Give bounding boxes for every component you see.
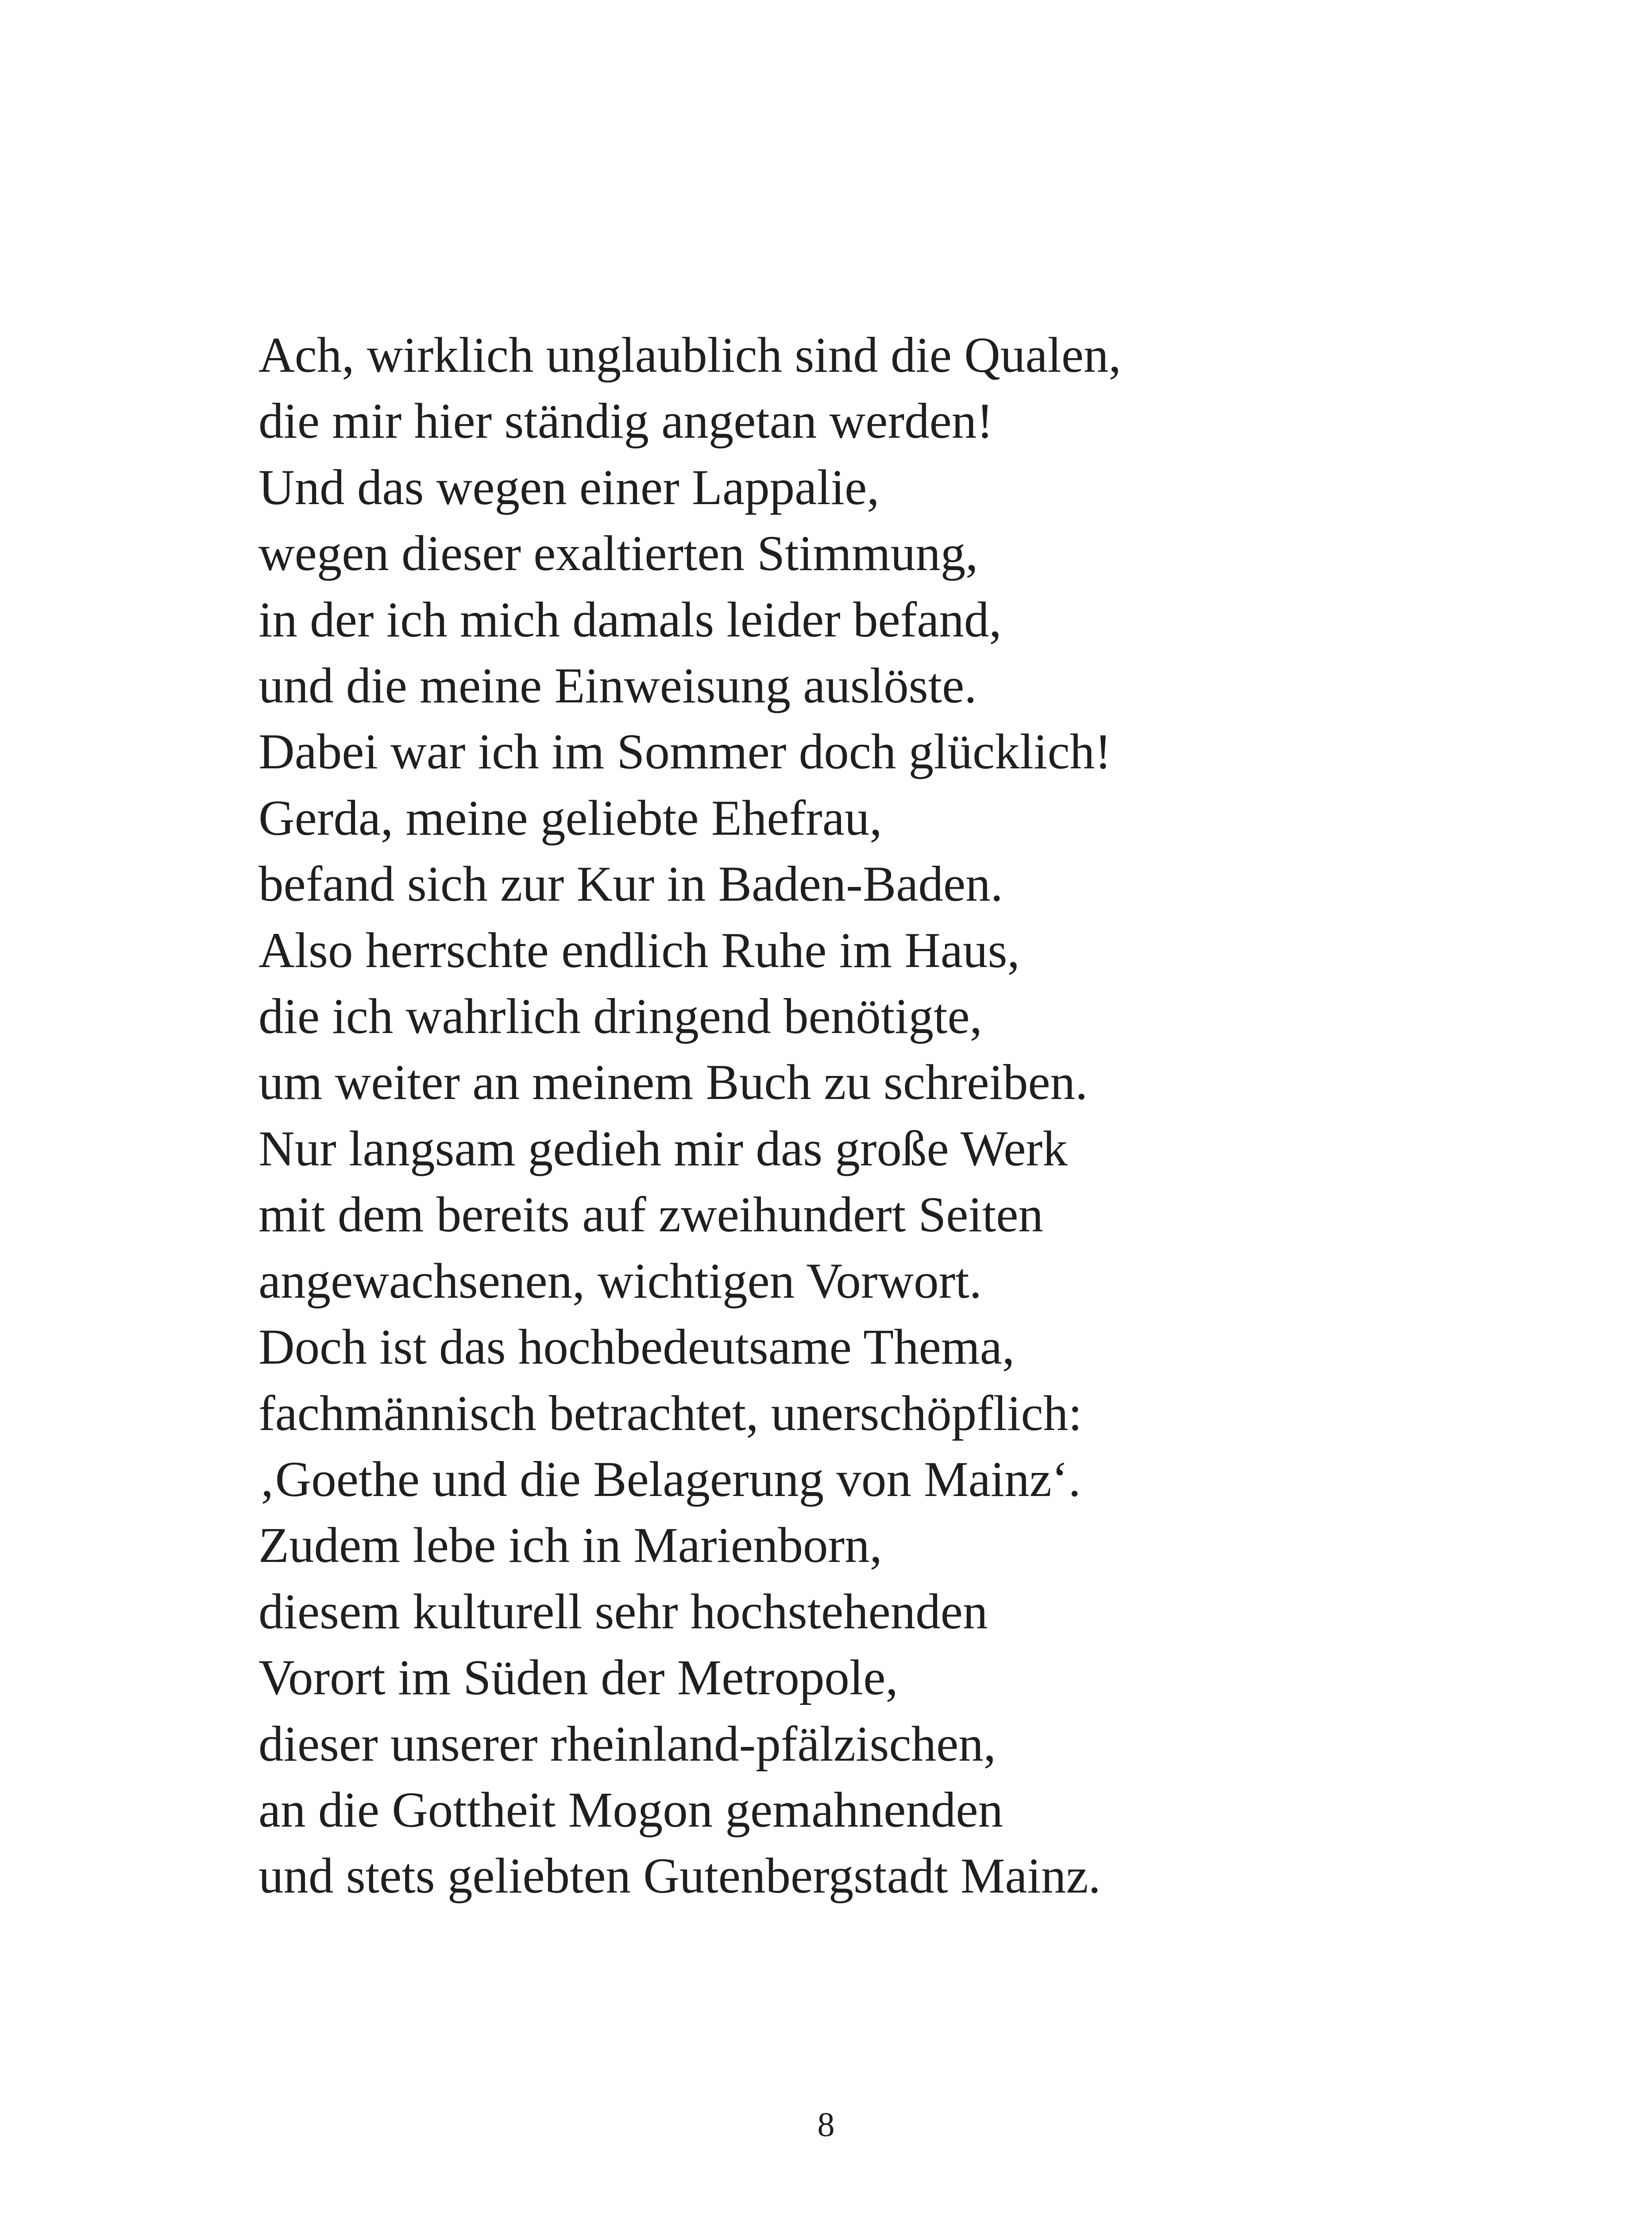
- poem-line: diesem kulturell sehr hochstehenden: [259, 1584, 988, 1639]
- poem-line: Dabei war ich im Sommer doch glücklich!: [259, 724, 1112, 780]
- poem-line: fachmännisch betrachtet, unerschöpflich:: [259, 1385, 1082, 1441]
- page-number: 8: [817, 2105, 835, 2144]
- poem-line: die ich wahrlich dringend benötigte,: [259, 989, 982, 1045]
- poem-line: und stets geliebten Gutenbergstadt Mainz.: [259, 1848, 1101, 1904]
- poem-text: [259, 322, 1542, 1909]
- poem-line: Nur langsam gedieh mir das große Werk: [259, 1121, 1068, 1176]
- poem-line: Und das wegen einer Lappalie,: [259, 459, 880, 515]
- poem-line: um weiter an meinem Buch zu schreiben.: [259, 1055, 1088, 1110]
- poem-line: Also herrschte endlich Ruhe im Haus,: [259, 922, 1020, 978]
- poem-line: und die meine Einweisung auslöste.: [259, 658, 977, 714]
- poem-line: Doch ist das hochbedeutsame Thema,: [259, 1319, 1015, 1375]
- poem-line: wegen dieser exaltierten Stimmung,: [259, 526, 978, 582]
- poem-line: in der ich mich damals leider befand,: [259, 592, 1002, 648]
- poem-line: Ach, wirklich unglaublich sind die Qualen,: [259, 328, 1121, 383]
- poem-line: ‚Goethe und die Belagerung von Mainz‘.: [259, 1451, 1081, 1507]
- poem-line: befand sich zur Kur in Baden-Baden.: [259, 856, 1003, 912]
- poem-line: Vorort im Süden der Metropole,: [259, 1650, 898, 1706]
- poem-line: an die Gottheit Mogon gemahnenden: [259, 1782, 1004, 1838]
- poem-line: angewachsenen, wichtigen Vorwort.: [259, 1253, 982, 1309]
- poem-line: Gerda, meine geliebte Ehefrau,: [259, 790, 882, 846]
- poem-line: mit dem bereits auf zweihundert Seiten: [259, 1187, 1043, 1243]
- poem-line: Zudem lebe ich in Marienborn,: [259, 1518, 882, 1573]
- poem-line: die mir hier ständig angetan werden!: [259, 393, 993, 449]
- poem-line: dieser unserer rheinland-pfälzischen,: [259, 1716, 996, 1772]
